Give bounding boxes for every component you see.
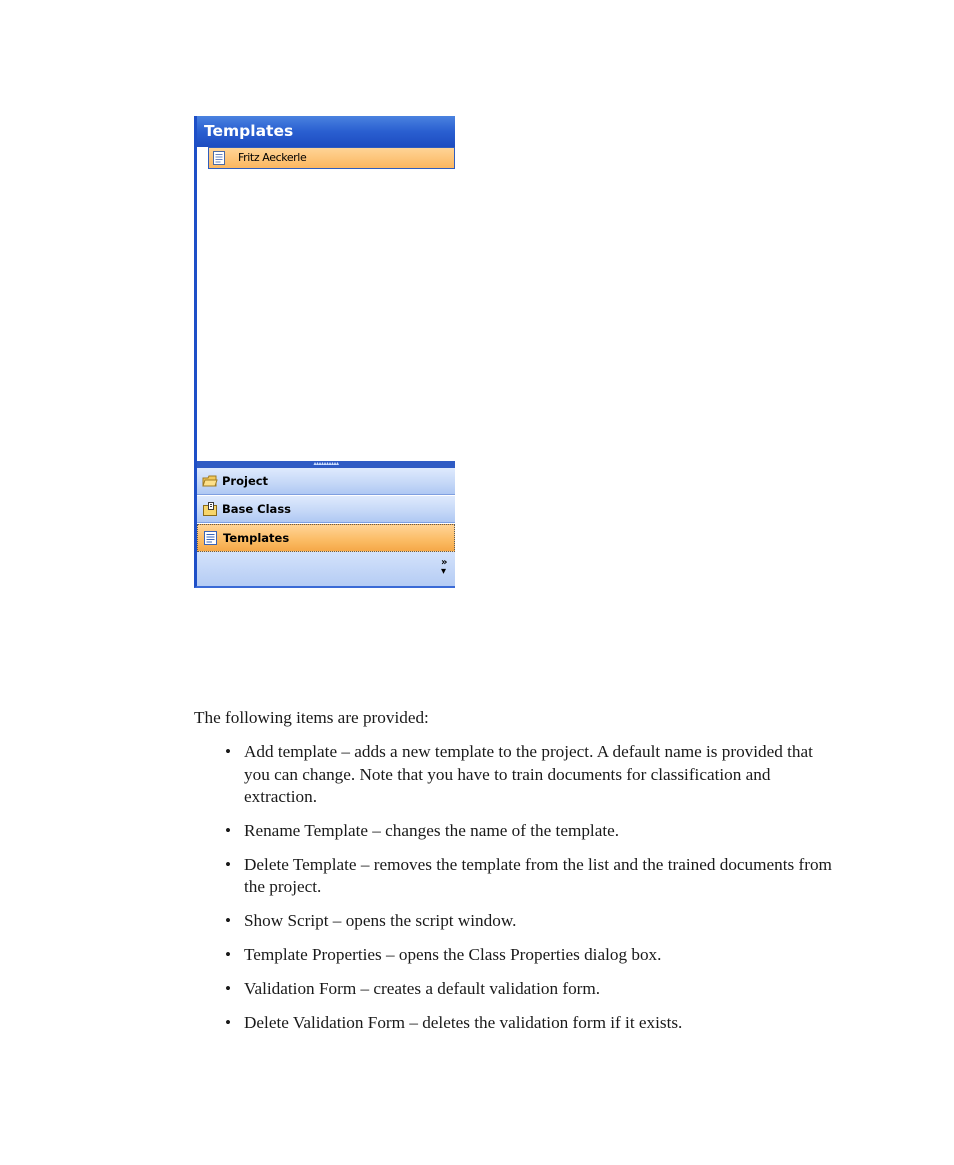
intro-text: The following items are provided: xyxy=(194,708,429,727)
bullet-icon: • xyxy=(225,911,232,931)
panel-title: Templates xyxy=(197,116,455,147)
chevron-more-icon[interactable]: » ▾ xyxy=(441,557,448,577)
pane-splitter[interactable]: ▴▴▴▴▴▴▴▴▴▴ xyxy=(197,461,455,468)
bullet-icon: • xyxy=(225,820,232,840)
nav-label-project: Project xyxy=(222,474,269,488)
list-item xyxy=(222,910,842,933)
nav-button-templates[interactable] xyxy=(197,524,455,552)
nav-label-templates: Templates xyxy=(223,531,290,545)
tree-item-template[interactable] xyxy=(208,147,455,169)
list-item xyxy=(222,1012,842,1035)
bullet-icon: • xyxy=(225,1012,232,1032)
document-icon xyxy=(213,151,225,165)
bullet-icon: • xyxy=(225,854,232,874)
list-item xyxy=(222,978,842,1001)
tree-item-label: Fritz Aeckerle xyxy=(238,151,307,164)
templates-icon xyxy=(203,530,219,546)
class-icon xyxy=(202,501,218,517)
items-list xyxy=(222,741,842,1046)
bullet-icon: • xyxy=(225,742,232,761)
list-item xyxy=(222,944,842,967)
list-item-text: Add template – adds a new template to the project. A default name is provided that you can change. Note that you have to train documents for classification and extraction. xyxy=(244,742,813,806)
bullet-icon: • xyxy=(225,978,232,998)
templates-tree xyxy=(197,147,455,460)
nav-button-project[interactable] xyxy=(197,468,455,495)
nav-overflow-bar xyxy=(197,552,455,586)
list-item-text: Validation Form – creates a default validation form. xyxy=(244,978,601,998)
list-item xyxy=(222,854,842,899)
list-item-text: Delete Template – removes the template from the list and the trained documents from the project. xyxy=(244,854,832,897)
list-item-text: Template Properties – opens the Class Properties dialog box. xyxy=(244,945,662,965)
nav-label-base-class: Base Class xyxy=(222,502,292,516)
bullet-icon: • xyxy=(225,945,232,965)
list-item xyxy=(222,741,842,809)
list-item-text: Show Script – opens the script window. xyxy=(244,911,517,931)
templates-panel xyxy=(194,116,455,588)
nav-button-base-class[interactable] xyxy=(197,496,455,523)
list-item-text: Rename Template – changes the name of the template. xyxy=(244,820,620,840)
list-item-text: Delete Validation Form – deletes the validation form if it exists. xyxy=(244,1012,683,1032)
list-item xyxy=(222,820,842,843)
folder-icon xyxy=(202,473,218,489)
